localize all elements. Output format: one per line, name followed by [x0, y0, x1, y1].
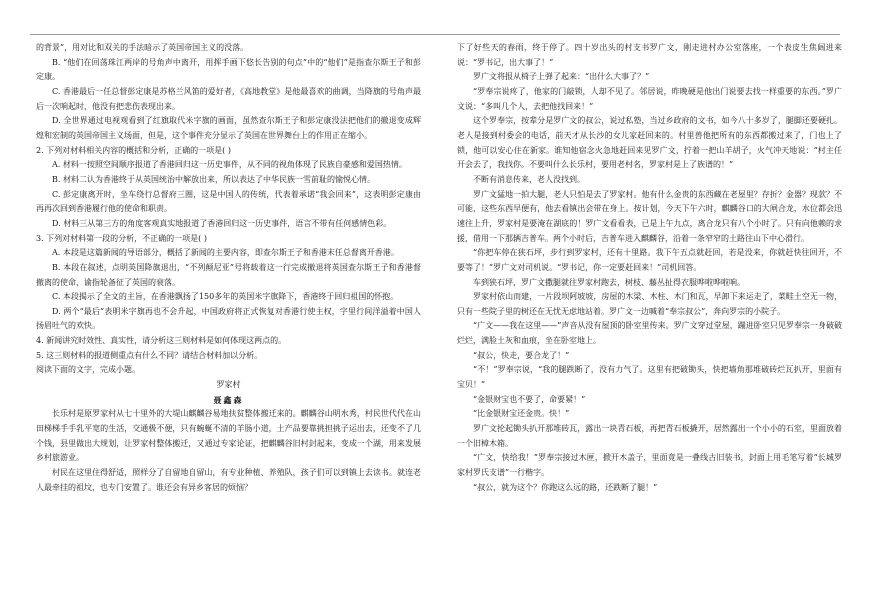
left-paragraph: D. 材料三从第三方的角度客观真实地报道了香港回归这一历史事件，语言不带有任何感情色彩。: [52, 218, 392, 228]
right-paragraph: “你把车停在狭石坪，步行到罗家村，还有十里路。我下午五点就赶回，若是没来，你就赶快往回开，不要等了！”罗广文对司机说。“罗书记，你一定要赶回来！”司机回答。: [457, 248, 842, 272]
right-paragraph: “罗奉宗说疼了，他家的门敲锁，人却不见了。邻居说，昨晚硬是他出门说要去找一样重要的东西。”罗广文说：“多叫几个人，去把他找回来！”: [457, 86, 842, 111]
right-paragraph: “不！”罗奉宗说，“我的腿跌断了，没有力气了。这里有把破锄头，快把墙角那堆破砖烂瓦扒开，里面有宝贝！”: [457, 365, 842, 390]
left-paragraph: B. 材料二认为香港终于从英国统治中解放出来，所以表达了中华民族一雪前耻的愉悦心情。: [52, 174, 375, 184]
left-column: [36, 41, 421, 495]
right-paragraph: 罗广文抡起锄头扒开那堆砖瓦，露出一块青石板，再把青石板撬开，居然露出一个小小的石室，里面放着一个旧樟木箱。: [457, 424, 842, 448]
left-paragraph: 罗家村: [216, 380, 241, 390]
left-paragraph: 5. 这三则材料的报道侧重点有什么不同？请结合材料加以分析。: [36, 350, 263, 360]
left-paragraph: C. 香港最后一任总督彭定康是苏格兰风笛的爱好者，《高地教堂》是他最喜欢的曲调，当降旗的号角声最后一次响起时，他没有把悲伤表现出来。: [36, 86, 421, 111]
right-paragraph: 不断有消息传来，老人没找到。: [473, 174, 585, 184]
left-paragraph: 2. 下列对材料相关内容的概括和分析，正确的一项是( ): [36, 145, 231, 155]
right-paragraph: 罗广文猛地一拍大腿，老人只怕是去了罗家村。他有什么金贵的东西藏在老屋里？存折？金器？现款？不可能，这些东西早便有，他去看镇出会带在身上。按计划，今天下午六时，麒麟谷口的大闸合龙，水位都会迅速往上升，罗家村是要淹在湖底的！罗广文看看表，已是上午九点，离合龙只有八个小时了。只有向他赖的求援，借用一下那辆吉普车。两个小时后，吉普车进入麒麟谷，沿着一条窄窄的土路往山下中心滑行。: [457, 189, 842, 243]
left-paragraph: D. 两个“最后”表明米字旗再也不会升起，中国政府将正式恢复对香港行使主权，字里行间洋溢着中国人扬眉吐气的欢快。: [36, 306, 421, 331]
left-paragraph: D. 全世界通过电视观看到了红旗取代米字旗的画面，虽然查尔斯王子和彭定康没法把他们的撤退变成辉煌和宏制的英国帝国主义场面，但是，这个事件充分显示了英国在世界舞台上的作用正在缩小。: [36, 116, 421, 140]
right-paragraph: 车到狭石坪，罗广文撒腿就往罗家村跑去，树枝、藤丛扯得衣服哗啦哗啦响。: [473, 277, 745, 287]
right-paragraph: 这个罗奉宗，按辈分是罗广文的叔公，说过私塾，当过乡政府的文书，如今八十多岁了，腿脚还要硬扎。老人是接到村委会的电话，前天才从长沙的女儿家赶回来的。村里兽他把所有的东西都搬过来了，门也上了锁，他可以安心住在新家。谁知他宿念火急地赶回来见罗广文，拧着一把山羊胡子，火气冲天地说：“村主任开会去了，我找你。不要叫什么长乐村，要用老村名，罗家村是上了族谱的！”: [457, 116, 842, 170]
right-paragraph: “广文，快给我！”罗奉宗接过木匣，掀开木盖子，里面竟是一叠线古旧装书，封面上用毛笔写着“长城罗家村罗氏支谱”一行楷字。: [457, 453, 842, 478]
left-paragraph: C. 彭定康离开时，坐车绕行总督府三圈，这是中国人的传统，代表着承诺“我会回来”，这表明彭定康由再再次回到香港履行他的使命和职责。: [36, 189, 421, 214]
left-paragraph: B. 本段在叙述，点明英国降旗退出，“不列颠尼亚”号将载着这一行完成撤退将英国查尔斯王子和香港督撤离的使命，谕指轮备征了英国的衰落。: [36, 262, 421, 287]
right-paragraph: “广文——我在这里——”声音从没有屋顶的卧室里传来。罗广文穿过堂屋，蹦进卧室只见罗奉宗一身破破烂烂，满脸土灰和血痕，坐在卧室地上。: [457, 321, 842, 346]
right-paragraph: “金银财宝也不要了，命要紧！”: [473, 394, 586, 404]
left-paragraph: 村民在这里住得舒适，照样分了自留地自留山，有专业种植、养殖队，孩子们可以到镇上去读书。就连老人最牵挂的祖坟，也专门安置了。谁还会有异乡客居的烦恼？: [36, 468, 421, 492]
right-paragraph: “叔公，快走，要合龙了！”: [473, 350, 570, 360]
left-paragraph: C. 本段揭示了全文的主旨，在香港飘扬了150多年的英国米字旗降下，香港终于回归祖国的怀抱。: [52, 292, 399, 302]
right-paragraph: “比金银财宝还金贵。快！”: [473, 409, 570, 419]
left-paragraph: 长乐村是原罗家村从七十里外的大堤山麒麟谷易地扶贫整体搬迁来的。麒麟谷山明水秀，村民世代代在山田梯梯手手乳平宽的生活，交通极不便，只有蜿蜒不清的羊肠小道，土产品要靠挑担挑子运出去，还变不了几个钱，县里做出大规划，让罗家村整体搬迁，又通过专家论证，把麒麟谷旧村封起来，变成一个湖，用来发展乡村旅游业。: [36, 409, 421, 463]
left-paragraph: A. 材料一按照空间顺序报道了香港回归这一历史事件，从不同的视角体现了民族自豪感和爱国热情。: [52, 160, 407, 170]
left-paragraph: A. 本段是这篇新闻的导语部分，概括了新闻的主要内容，即查尔斯王子和香港末任总督离开香港。: [52, 248, 399, 258]
left-paragraph: 阅读下面的文字，完成小题。: [36, 365, 140, 375]
right-paragraph: 罗家村依山而建，一片段坝阿坡坡，房屋的木梁、木柱、木门和瓦，早卸下来运走了，菜畦土空无一物，只有一些院子里的树还在无忧无虑地站着。罗广文一边喊着“奉宗叔公”，奔向罗宗的小院子。: [457, 292, 842, 316]
right-paragraph: “叔公，就为这个？你跑这么远的路，还跌断了腿！”: [473, 482, 658, 492]
left-paragraph: 的背景”，用对比和双关的手法暗示了英国帝国主义的没落。: [36, 43, 249, 52]
left-paragraph: 聂鑫森: [213, 394, 244, 405]
right-paragraph: 下了好些天的春雨，终于停了。四十岁出头的村支书罗广文，刚走进村办公室落座，一个表皮生焦阔进来说：“罗书记，出大事了！”: [457, 43, 842, 67]
header-rule: [30, 34, 840, 35]
left-paragraph: 3. 下列对材料第一段的分析，不正确的一项是( ): [36, 233, 207, 243]
left-paragraph: B. “他们在回荡珠江两岸的号角声中离开，用挥手画下悠长告别的句点”中的“他们”是指查尔斯王子和彭定康。: [36, 57, 421, 82]
right-column: [457, 41, 842, 495]
right-paragraph: 罗广文将报从椅子上弹了起来：“出什么大事了？”: [473, 72, 650, 82]
left-paragraph: 4. 新闻讲究时效性、真实性，请分析这三则材料是如何体现这两点的。: [36, 336, 287, 346]
